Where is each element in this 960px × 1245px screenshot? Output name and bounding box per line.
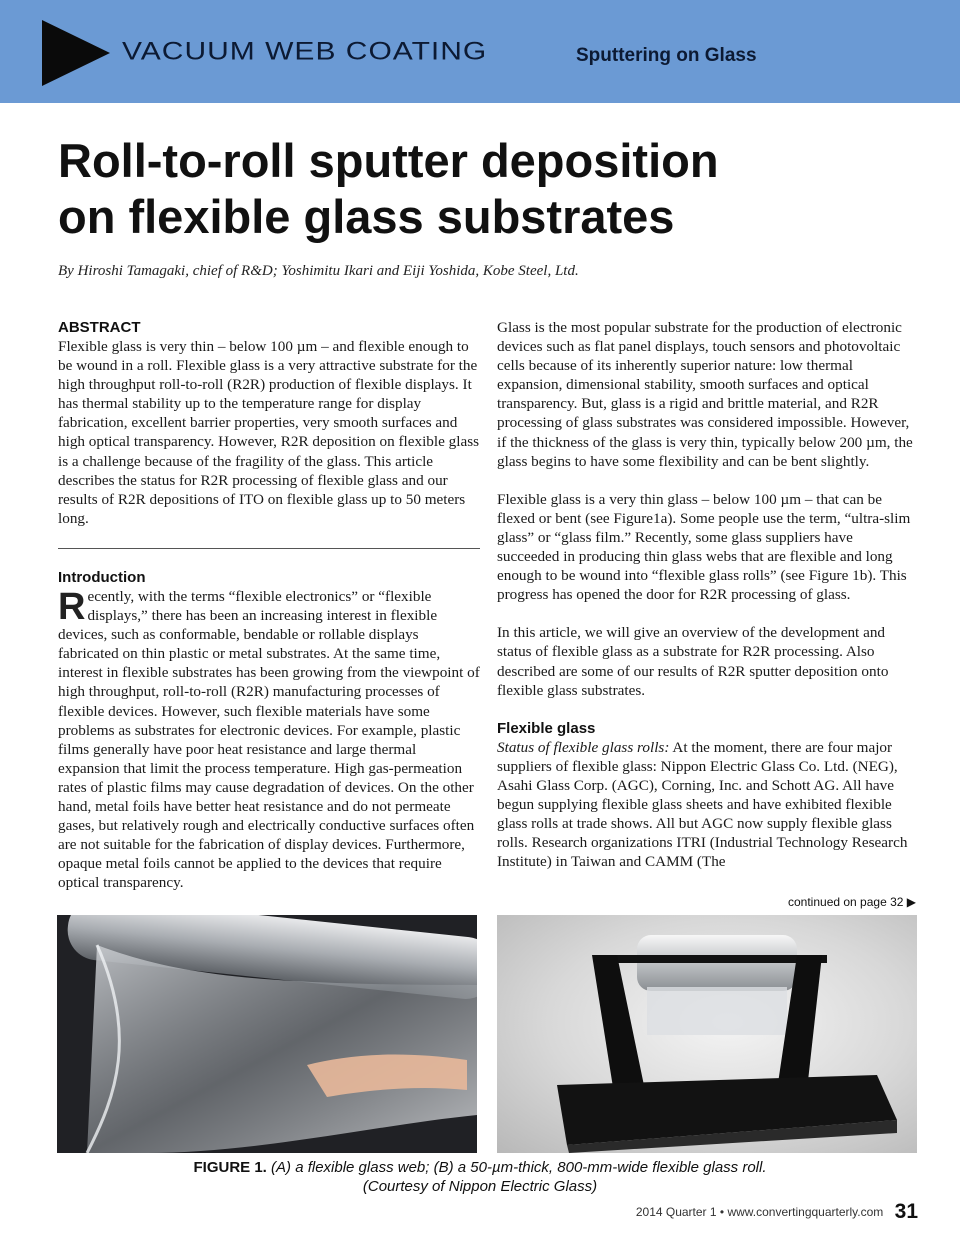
figure-1a-photo: [57, 915, 477, 1153]
section-name: Sputtering on Glass: [576, 45, 757, 66]
magazine-name: VACUUM WEB COATING: [122, 38, 488, 66]
drop-cap: R: [58, 585, 86, 628]
introduction-text: ecently, with the terms “flexible electronics” or “flexible displays,” there has been an increasing interest in flexible devices, such as conformable, bendable or rollable displays fabricated on thin plastic or metal substrates. At the same time, interest in flexible substrates has been growing from the viewpoint of high throughput, roll-to-roll (R2R) manufacturing processes of flexible devices. However, such flexible materials have some problems as substrates for electronic devices. For example, plastic films generally have poor heat resistance and large thermal expansion that limit the process temperature. High gas-permeation rates of plastic films may cause degradation of devices. On the other hand, metal foils have better heat resistance and do not permeate gases, but relatively rough and electrically conductive surfaces often are not suitable for the fabrication of display devices. Furthermore, opaque metal foils cannot be applied to the devices that require optical transparency.: [58, 587, 480, 892]
status-text: At the moment, there are four major suppliers of flexible glass: Nippon Electric Glass Co. Ltd. (NEG), Asahi Glass Corp. (AGC), Corning, Inc. and Schott AG. All have begun supplying flexible glass sheets and have exhibited flexible glass rolls at trade shows. All but AGC now supply flexible glass rolls. Research organizations ITRI (Industrial Technology Research Institute) in Taiwan and CAMM (The: [497, 738, 908, 871]
paragraph-flexible-glass: Flexible glass is a very thin glass – below 100 µm – that can be flexed or bent (see Figure1a). Some people use the term, “ultra-slim glass” or “glass film.” Recently, some glass suppliers have succeeded in producing thin glass webs that are flexible and long enough to be wound into “flexible glass rolls” (see Figure 1b). This progress has opened the door for R2R processing of glass.: [497, 490, 911, 604]
figure-1b-photo: [497, 915, 917, 1153]
issue-date: 2014 Quarter 1: [635, 1205, 717, 1219]
paragraph-glass-substrate: Glass is the most popular substrate for the production of electronic devices such as flat panel displays, touch sensors and photovoltaic cells because of its inherently superior nature: low thermal expansion, dimensional stability, smooth surfaces and optical transparency. But, glass is a rigid and brittle material, and R2R processing of glass substrates was considered impossible. However, if the thickness of the glass is very thin, typically below 200 µm, the glass begins to have some flexibility and can be bent slightly.: [497, 319, 913, 470]
status-subhead: Status of flexible glass rolls:: [497, 738, 670, 756]
section-divider: [58, 548, 480, 549]
introduction-heading: Introduction: [58, 568, 146, 586]
play-triangle-icon: [42, 20, 110, 86]
caption-line-2: (Courtesy of Nippon Electric Glass): [362, 1178, 598, 1195]
footer-separator: •: [719, 1205, 725, 1219]
article-title: [58, 133, 918, 245]
title-line-1: Roll-to-roll sputter deposition: [58, 134, 719, 187]
figure-caption: [0, 1158, 960, 1196]
flexible-glass-web-image: [57, 915, 477, 1153]
paragraph-status: [497, 738, 919, 872]
page-number: 31: [894, 1200, 918, 1223]
page-footer: [560, 1200, 918, 1224]
left-column: [58, 318, 480, 892]
abstract-text: Flexible glass is very thin – below 100 µm – and flexible enough to be wound in a roll. Flexible glass is a very attractive substrate for the high throughput roll-to-roll (R2R) production of flexible displays. It has thermal stability up to the temperature range for display fabrication, excellent barrier properties, very smooth surfaces and high optical transparency. However, R2R deposition on flexible glass is a challenge because of the fragility of the glass. This article describes the status for R2R processing of flexible glass and our results of R2R depositions of ITO on flexible glass up to 50 meters long.: [58, 338, 480, 527]
continued-link[interactable]: continued on page 32 ▶: [788, 895, 916, 909]
abstract-heading: ABSTRACT: [58, 319, 141, 336]
flexible-glass-roll-image: [497, 915, 917, 1153]
figure-label: FIGURE 1.: [193, 1159, 267, 1176]
introduction-paragraph: [58, 587, 480, 893]
website-link[interactable]: www.convertingquarterly.com: [727, 1205, 884, 1219]
magazine-header: [0, 0, 960, 103]
paragraph-overview: In this article, we will give an overview of the development and status of flexible glass as a substrate for R2R processing. Also described are some of our results of R2R sputter deposition onto flexible glass substrates.: [497, 624, 889, 699]
right-column: [497, 318, 919, 871]
caption-line-1: (A) a flexible glass web; (B) a 50-µm-thick, 800-mm-wide flexible glass roll.: [266, 1159, 767, 1176]
byline: By Hiroshi Tamagaki, chief of R&D; Yoshimitu Ikari and Eiji Yoshida, Kobe Steel, Ltd.: [58, 263, 579, 279]
title-line-2: on flexible glass substrates: [58, 190, 675, 243]
flexible-glass-heading: Flexible glass: [497, 719, 596, 737]
